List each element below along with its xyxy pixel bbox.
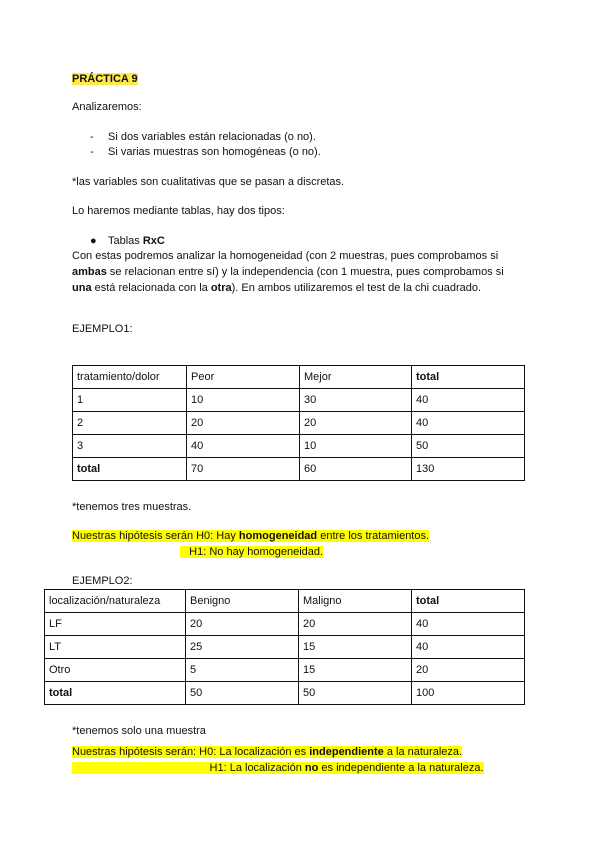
dash-marker: - — [90, 131, 94, 143]
table-cell: 100 — [412, 682, 525, 705]
table-cell: 10 — [187, 389, 300, 412]
table-row — [45, 613, 525, 636]
table-row — [73, 435, 525, 458]
table-header-cell: total — [412, 366, 525, 389]
table-header-cell: tratamiento/dolor — [73, 366, 187, 389]
table-cell: 20 — [186, 613, 299, 636]
example1-table — [72, 365, 525, 481]
table-header-cell: Mejor — [300, 366, 412, 389]
example2-h1 — [72, 761, 484, 775]
table-cell: 25 — [186, 636, 299, 659]
table-cell: 60 — [300, 458, 412, 481]
h1-highlight: H1: No hay homogeneidad. — [180, 546, 323, 558]
table-header-cell: total — [412, 590, 525, 613]
table-cell: 3 — [73, 435, 187, 458]
paragraph-line: ambas se relacionan entre sí) y la independencia (con 1 muestra, pues comprobamos si — [72, 266, 504, 278]
title-highlight: PRÁCTICA 9 — [72, 73, 138, 85]
table-row — [73, 412, 525, 435]
table-cell: 30 — [300, 389, 412, 412]
table-cell: 15 — [299, 636, 412, 659]
table-cell: 50 — [299, 682, 412, 705]
tables-intro: Lo haremos mediante tablas, hay dos tipos: — [72, 205, 285, 217]
list-item-text: Si varias muestras son homogéneas (o no). — [108, 146, 321, 158]
table-cell: 40 — [412, 613, 525, 636]
table-cell: 50 — [412, 435, 525, 458]
table-header-row — [73, 366, 525, 389]
table-total-row — [73, 458, 525, 481]
table-cell: 1 — [73, 389, 187, 412]
table-cell: LT — [45, 636, 186, 659]
h0-highlight: Nuestras hipótesis serán H0: Hay homogeneidad entre los tratamientos. — [72, 530, 430, 542]
table-cell: 20 — [299, 613, 412, 636]
dash-marker: - — [90, 146, 94, 158]
table-cell: 40 — [412, 412, 525, 435]
explanation-paragraph — [72, 248, 542, 296]
table-cell: 50 — [186, 682, 299, 705]
table-cell: 130 — [412, 458, 525, 481]
table-header-cell: Maligno — [299, 590, 412, 613]
intro-text: Analizaremos: — [72, 101, 142, 113]
example2-table — [44, 589, 525, 705]
table-cell: 40 — [412, 636, 525, 659]
note-variables: *las variables son cualitativas que se pasan a discretas. — [72, 176, 345, 188]
table-cell: 15 — [299, 659, 412, 682]
paragraph-line: Con estas podremos analizar la homogeneidad (con 2 muestras, pues comprobamos si — [72, 250, 499, 262]
table-row — [45, 636, 525, 659]
table-cell: 20 — [412, 659, 525, 682]
example2-note: *tenemos solo una muestra — [72, 725, 206, 737]
example2-h0 — [72, 745, 462, 759]
paragraph-line: una está relacionada con la otra). En ambos utilizaremos el test de la chi cuadrado. — [72, 282, 482, 294]
table-header-row — [45, 590, 525, 613]
example1-h1 — [180, 545, 323, 559]
table-cell: 70 — [187, 458, 300, 481]
table-cell: 40 — [412, 389, 525, 412]
table-total-row — [45, 682, 525, 705]
bullet-marker: ● — [90, 235, 97, 247]
example1-note: *tenemos tres muestras. — [72, 501, 192, 513]
example1-heading: EJEMPLO1: — [72, 323, 133, 335]
page-title — [72, 72, 138, 86]
bullet-text: Tablas RxC — [108, 235, 165, 247]
table-header-cell: localización/naturaleza — [45, 590, 186, 613]
table-header-cell: Peor — [187, 366, 300, 389]
table-cell: 20 — [300, 412, 412, 435]
table-cell: 2 — [73, 412, 187, 435]
example2-heading: EJEMPLO2: — [72, 575, 133, 587]
table-cell: 10 — [300, 435, 412, 458]
table-row — [45, 659, 525, 682]
table-row — [73, 389, 525, 412]
table-cell: LF — [45, 613, 186, 636]
table-cell: 5 — [186, 659, 299, 682]
table-cell: 40 — [187, 435, 300, 458]
table-cell: Otro — [45, 659, 186, 682]
h0-highlight: Nuestras hipótesis serán: H0: La localización es independiente a la naturaleza. — [72, 746, 463, 758]
list-item-text: Si dos variables están relacionadas (o no). — [108, 131, 316, 143]
table-cell: 20 — [187, 412, 300, 435]
h1-highlight: H1: La localización no es independiente a la naturaleza. — [72, 762, 484, 774]
table-cell: total — [45, 682, 186, 705]
table-header-cell: Benigno — [186, 590, 299, 613]
example1-h0 — [72, 529, 429, 543]
table-cell: total — [73, 458, 187, 481]
